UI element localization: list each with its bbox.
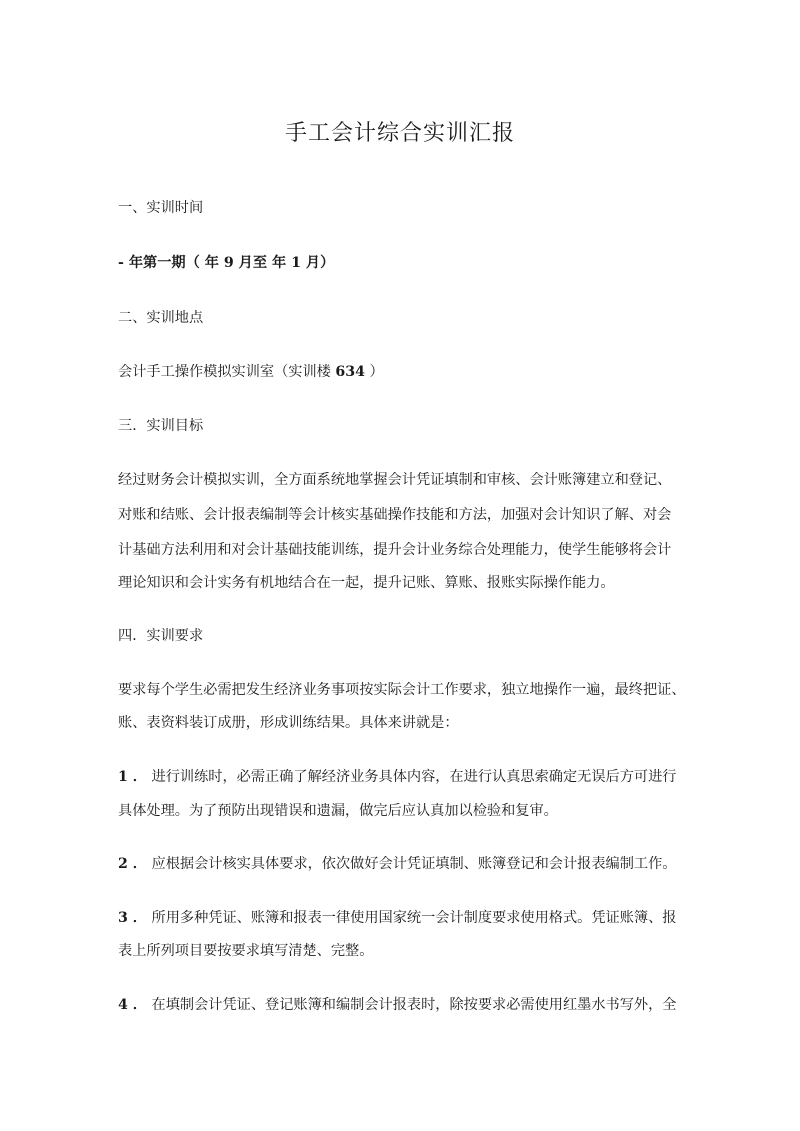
item-text: 应根据会计核实具体要求，依次做好会计凭证填制、账簿登记和会计报表编制工作。 — [151, 856, 677, 872]
location-text: 会计手工操作模拟实训室（实训楼 — [118, 364, 336, 380]
period-end-month: 1 — [291, 255, 301, 271]
item-number: 3 ． — [118, 910, 147, 926]
requirement-item-3 — [118, 908, 688, 928]
goals-line: 对账和结账、会计报表编制等会计核实基础操作技能和方法，加强对会计知识了解、对会 — [118, 507, 672, 523]
item-text: 在填制会计凭证、登记账簿和编制会计报表时，除按要求必需使用红墨水书写外，全 — [151, 997, 677, 1013]
item-number: 2 ． — [118, 856, 147, 872]
period-start-month: 9 — [223, 255, 234, 271]
item-text: 进行训练时，必需正确了解经济业务具体内容，在进行认真思索确定无误后方可进行 — [151, 769, 677, 785]
requirement-item-1 — [118, 767, 688, 787]
goals-line: 经过财务会计模拟实训，全方面系统地掌握会计凭证填制和审核、会计账簿建立和登记、 — [118, 472, 672, 488]
training-location — [118, 362, 688, 382]
period-suffix: 月） — [300, 255, 335, 271]
requirement-item-1-cont: 具体处理。为了预防出现错误和遗漏，做完后应认真加以检验和复审。 — [118, 803, 558, 819]
room-number: 634 — [335, 364, 365, 380]
requirement-item-4 — [118, 995, 688, 1015]
location-close: ） — [364, 364, 384, 380]
section-heading-requirements: 四．实训要求 — [118, 628, 204, 644]
item-text: 所用多种凭证、账簿和报表一律使用国家统一会计制度要求使用格式。凭证账簿、报 — [151, 910, 677, 926]
requirement-item-3-cont: 表上所列项目要按要求填写清楚、完整。 — [118, 943, 374, 959]
requirements-intro-line: 账、表资料装订成册，形成训练结果。具体来讲就是： — [118, 715, 459, 731]
training-period — [118, 253, 688, 273]
goals-line: 理论知识和会计实务有机地结合在一起，提升记账、算账、报账实际操作能力。 — [118, 575, 615, 591]
period-mid: 月至 年 — [233, 255, 292, 271]
document-title: 手工会计综合实训汇报 — [284, 121, 515, 146]
requirement-item-2 — [118, 854, 688, 874]
item-number: 1 ． — [118, 769, 147, 785]
goals-line: 计基础方法利用和对会计基础技能训练，提升会计业务综合处理能力，使学生能够将会计 — [118, 542, 672, 558]
section-heading-goals: 三．实训目标 — [118, 418, 204, 434]
period-prefix: - 年第一期（ 年 — [118, 255, 224, 271]
section-heading-time: 一、实训时间 — [118, 200, 204, 216]
requirements-intro-line: 要求每个学生必需把发生经济业务事项按实际会计工作要求，独立地操作一遍，最终把证、 — [118, 682, 686, 698]
section-heading-location: 二、实训地点 — [118, 310, 204, 326]
item-number: 4 ． — [118, 997, 147, 1013]
